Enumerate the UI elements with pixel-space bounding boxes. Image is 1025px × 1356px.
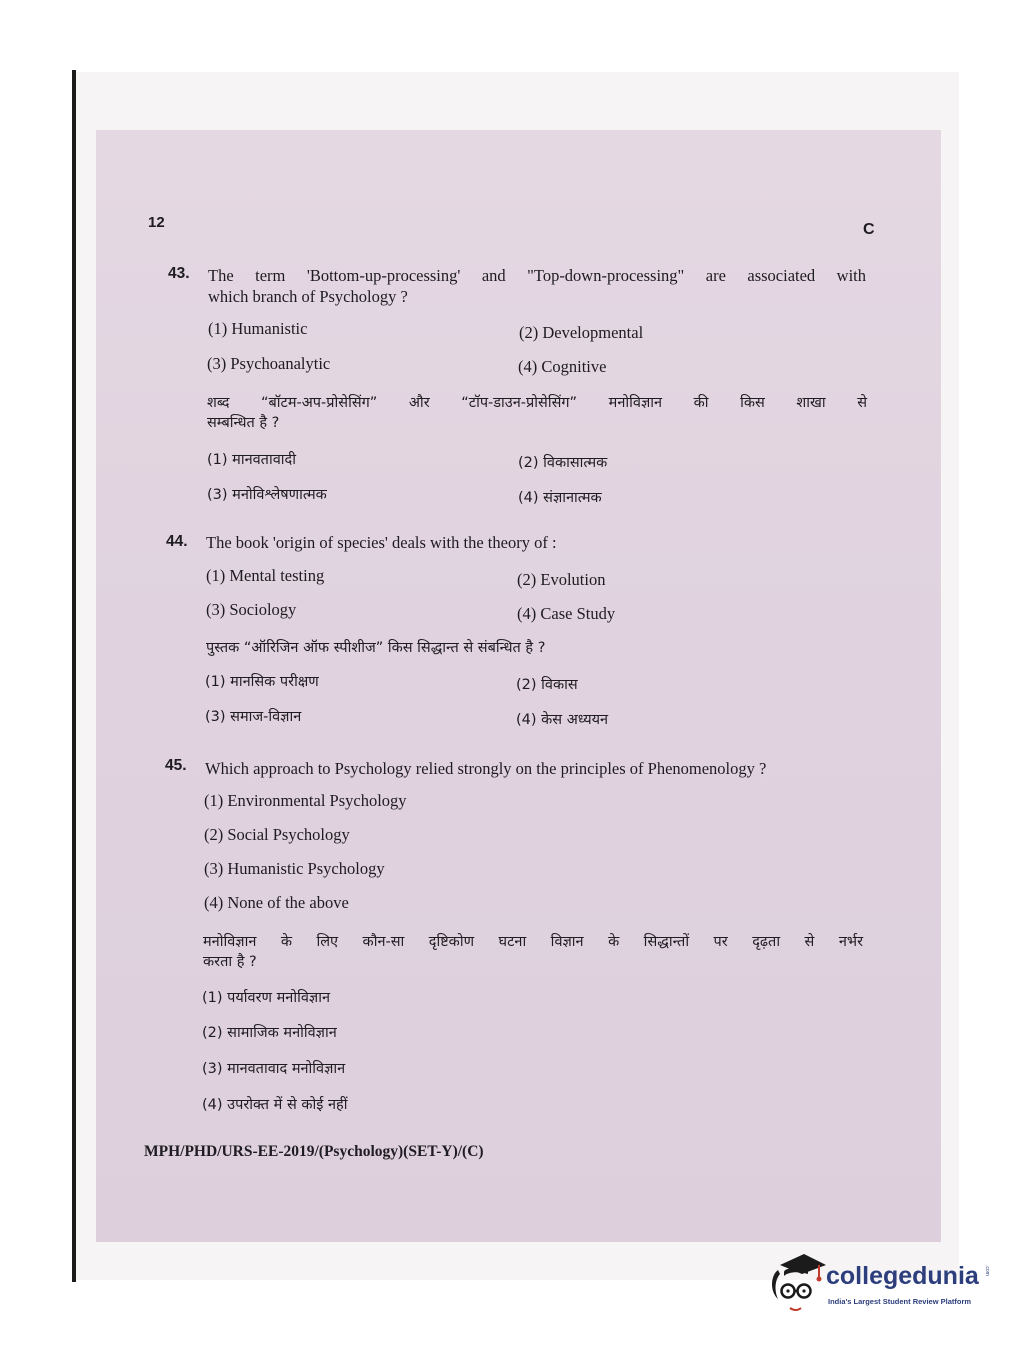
option-hi: (1) मानसिक परीक्षण — [205, 674, 319, 690]
question-text-hi: मनोविज्ञान के लिए कौन-सा दृष्टिकोण घटना विज्ञान के सिद्धान्तों पर दृढ़ता से नर्भर — [203, 934, 863, 950]
option-hi: (4) संज्ञानात्मक — [518, 490, 602, 506]
option-hi: (2) विकासात्मक — [518, 455, 608, 471]
option-en: (1) Mental testing — [206, 566, 325, 585]
collegedunia-wordmark: collegedunia — [826, 1262, 979, 1290]
graduate-mascot-icon — [768, 1250, 826, 1320]
option-en: (3) Humanistic Psychology — [204, 859, 385, 878]
option-en: (2) Developmental — [519, 323, 644, 342]
question-text-en: The term 'Bottom-up-processing' and "Top-down-processing" are associated with — [208, 266, 866, 285]
option-en: (4) None of the above — [204, 893, 349, 912]
option-hi: (2) विकास — [516, 677, 578, 693]
option-hi: (1) मानवतावादी — [207, 452, 296, 468]
option-en: (4) Case Study — [517, 604, 616, 623]
collegedunia-tagline: India's Largest Student Review Platform — [828, 1297, 972, 1306]
option-hi: (3) मनोविश्लेषणात्मक — [207, 487, 327, 503]
option-hi: (2) सामाजिक मनोविज्ञान — [202, 1025, 337, 1041]
question-text-en: The book 'origin of species' deals with the theory of : — [206, 533, 557, 552]
option-hi: (3) मानवतावाद मनोविज्ञान — [202, 1061, 346, 1077]
question-text-hi-cont: सम्बन्धित है ? — [207, 415, 280, 431]
question-number: 43. — [168, 265, 190, 282]
question-number: 45. — [165, 757, 187, 774]
collegedunia-domain: .com — [984, 1265, 990, 1276]
set-letter: C — [863, 221, 875, 238]
question-text-hi: पुस्तक “ऑरिजिन ऑफ स्पीशीज” किस सिद्धान्त से संबन्धित है ? — [206, 640, 546, 656]
option-hi: (3) समाज-विज्ञान — [205, 709, 302, 725]
question-text-hi-cont: करता है ? — [203, 954, 257, 970]
paper-code-footer: MPH/PHD/URS-EE-2019/(Psychology)(SET-Y)/(C) — [144, 1143, 484, 1160]
option-en: (3) Sociology — [206, 600, 297, 619]
option-en: (2) Social Psychology — [204, 825, 350, 844]
option-hi: (4) केस अध्ययन — [516, 712, 609, 728]
option-en: (1) Environmental Psychology — [204, 791, 407, 810]
option-en: (1) Humanistic — [208, 319, 308, 338]
question-text-en: Which approach to Psychology relied strongly on the principles of Phenomenology ? — [205, 759, 767, 778]
option-en: (4) Cognitive — [518, 357, 607, 376]
option-hi: (1) पर्यावरण मनोविज्ञान — [202, 990, 331, 1006]
option-en: (3) Psychoanalytic — [207, 354, 331, 373]
collegedunia-logo — [768, 1250, 993, 1320]
question-number: 44. — [166, 533, 188, 550]
question-text-hi: शब्द “बॉटम-अप-प्रोसेसिंग” और “टॉप-डाउन-प्रोसेसिंग” मनोविज्ञान की किस शाखा से — [207, 395, 867, 411]
option-hi: (4) उपरोक्त में से कोई नहीं — [202, 1097, 348, 1113]
question-text-en-cont: which branch of Psychology ? — [208, 287, 408, 306]
page-number: 12 — [148, 214, 165, 231]
option-en: (2) Evolution — [517, 570, 606, 589]
